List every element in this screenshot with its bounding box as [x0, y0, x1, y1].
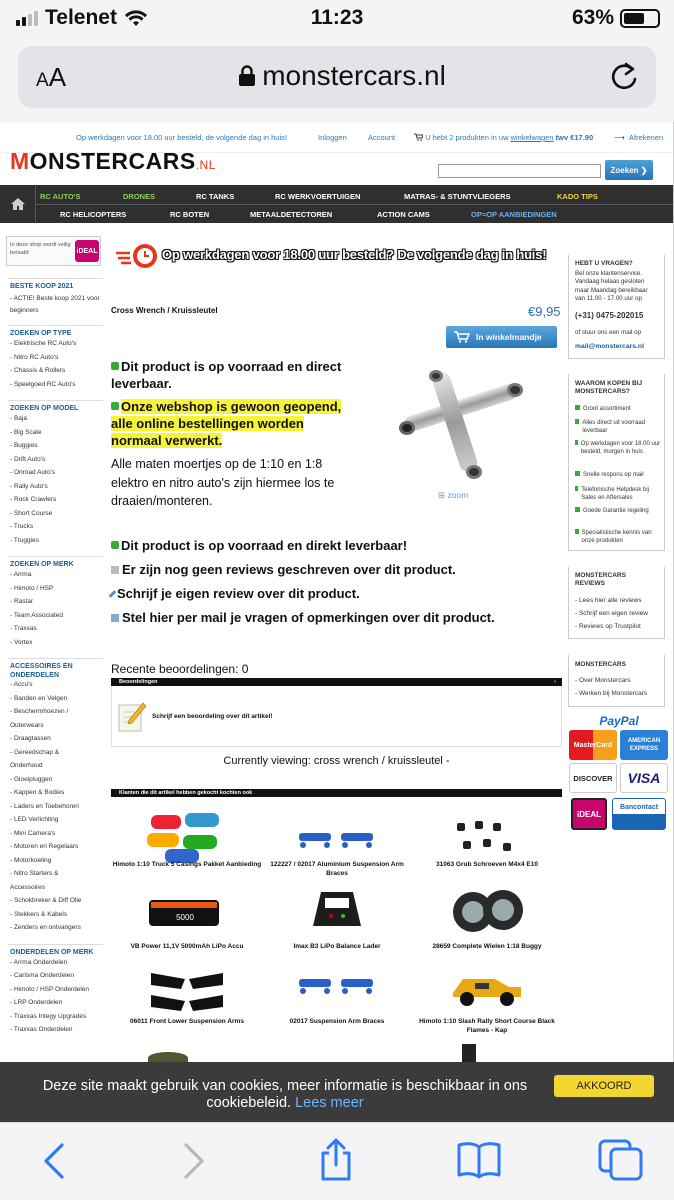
sidebar-heading-brand: ZOEKEN OP MERK [10, 561, 74, 568]
battery [572, 6, 660, 30]
sidebar-item-parts-0[interactable]: - Arrma Onderdelen [10, 958, 68, 966]
share-icon[interactable] [318, 1137, 354, 1181]
check-icon [575, 405, 580, 410]
product-link[interactable]: Himoto 1:10 Slash Rally Short Course Black Flames - Kap [419, 1018, 555, 1034]
sidebar-item-acc-12[interactable]: - Motoren en Regelaars [10, 843, 79, 850]
product-link[interactable]: Himoto 1:10 Truck 5 Casings Pakket Aanbieding [112, 861, 262, 868]
reviews-link[interactable]: - Lees hier alle reviews [575, 597, 642, 604]
ideal-logo: iDEAL [75, 240, 99, 262]
mastercard-logo: MasterCard [569, 730, 617, 760]
cart-summary: U hebt 2 produkten in uw winkelwagen twv €17.90 [414, 133, 593, 142]
help-text: Vandaag helaas gesloten [575, 278, 645, 286]
stock-note: Dit product is op voorraad en direct leverbaar. [111, 359, 342, 391]
delivery-banner: Op werkdagen voor 18.00 uur besteld? De volgende dag in huis! [116, 241, 562, 271]
sidebar-item-parts-4[interactable]: - Traxxas Integy Upgrades [10, 1012, 87, 1020]
why-item: Telefonische Helpdesk bij Sales en Aftersales [575, 486, 661, 502]
sidebar-item-type-2[interactable]: - Chassis & Rollers [10, 367, 66, 374]
product-link[interactable]: 06011 Front Lower Suspension Arms [130, 1018, 244, 1025]
checkout-link[interactable]: Afrekenen [629, 133, 664, 142]
product-title: Cross Wrench / Kruissleutel [111, 306, 218, 315]
back-icon[interactable] [42, 1143, 66, 1179]
pencil-icon [109, 590, 117, 598]
cookie-banner [0, 1062, 674, 1122]
check-icon [575, 440, 578, 445]
product-price: €9,95 [528, 304, 561, 319]
sidebar-item-acc-6[interactable]: Onderhoud [10, 762, 43, 769]
sidebar-item-model-4[interactable]: - Onroad Auto's [10, 469, 55, 476]
sidebar-item-acc-8[interactable]: - Kappen & Bodies [10, 789, 65, 796]
feature-no-reviews: Er zijn nog geen reviews geschreven over dit product. [111, 562, 456, 577]
reload-icon[interactable] [608, 58, 642, 94]
sidebar-item-acc-14[interactable]: - Nitro Starters & [10, 870, 59, 877]
check-icon [111, 362, 119, 370]
phone-number[interactable]: (+31) 0475-202015 [575, 311, 644, 320]
home-icon [11, 198, 25, 210]
product-link[interactable]: 122227 / 02017 Aluminium Suspension Arm Braces [270, 861, 404, 877]
review-box [111, 687, 562, 747]
battery-icon [620, 9, 660, 28]
domain-text: monstercars.nl [262, 60, 446, 91]
arrow-right-icon: ⟶ [614, 133, 625, 142]
status-bar [0, 0, 674, 36]
sidebar-item-acc-17[interactable]: - Stekkers & Kabels [10, 910, 68, 918]
product-image-suspension-arms[interactable] [145, 965, 229, 1017]
product-image-arm-braces[interactable] [295, 821, 379, 861]
discover-logo: DISCOVER [569, 763, 617, 793]
why-item: Specialistische kennis van onze produkten [575, 529, 661, 545]
sidebar-item-acc-9[interactable]: - Laders en Toebehoren [10, 802, 79, 810]
sidebar-item-parts-5[interactable]: - Traxxas Onderdelen [10, 1026, 73, 1033]
cart-icon [414, 133, 423, 141]
forward-icon[interactable] [182, 1143, 206, 1179]
nav-matras-stuntvliegers[interactable]: MATRAS- & STUNTVLIEGERS [404, 192, 511, 201]
sidebar-item-brand-2[interactable]: - Rastar [10, 598, 34, 605]
cart-icon [454, 331, 470, 343]
write-review-link[interactable]: Schrijf je eigen review over dit product. [111, 586, 360, 601]
reviews-title: MONSTERCARS REVIEWS [575, 572, 626, 587]
sidebar-item-model-5[interactable]: - Rally Auto's [10, 482, 48, 490]
sidebar-item-acc-3[interactable]: Outerwears [10, 721, 44, 729]
sidebar-item-acc-18[interactable]: - Zenders en ontvangers [10, 924, 81, 931]
email-link[interactable]: mail@monstercars.nl [575, 343, 644, 350]
why-title: WAAROM KOPEN BIJ MONSTERCARS? [575, 380, 643, 395]
help-text: maar Maandag bereikbaar [575, 286, 648, 294]
product-link[interactable]: 02017 Suspension Arm Braces [289, 1018, 385, 1025]
mail-icon [111, 614, 119, 622]
why-box [568, 374, 665, 551]
main-nav [0, 185, 674, 223]
help-text: Bel onze klantenservice. [575, 270, 643, 277]
sidebar-item-model-7[interactable]: - Short Course [10, 509, 53, 517]
product-image-car-bodies[interactable] [145, 811, 229, 867]
nav-rc-boten[interactable]: RC BOTEN [170, 210, 210, 219]
clock: 11:23 [310, 6, 364, 29]
sidebar-item-parts-3[interactable]: - LRP Onderdelen [10, 999, 63, 1006]
login-link[interactable]: Inloggen [318, 133, 347, 142]
chevron-right-icon: › [554, 679, 556, 685]
sidebar-item-model-0[interactable]: - Baja [10, 415, 27, 422]
mail-text: of stuur ons een mail op [575, 329, 642, 336]
sidebar-heading-model: ZOEKEN OP MODEL [10, 405, 79, 412]
check-icon [575, 419, 579, 424]
account-link[interactable]: Account [368, 133, 396, 142]
sidebar-item-acc-10[interactable]: - LED Verlichting [10, 816, 59, 823]
sidebar-item-brand-3[interactable]: - Team Associated [10, 611, 63, 619]
mc-link[interactable]: - Werken bij Monstercars [575, 690, 648, 697]
url-domain[interactable] [18, 60, 656, 92]
sidebar-item-acc-13[interactable]: - Motorkoeling [10, 856, 52, 864]
product-link[interactable]: VB Power 11,1V 5000mAh LiPo Accu [130, 943, 244, 950]
reviews-link[interactable]: - Reviews op Trustpilot [575, 623, 641, 630]
check-icon [575, 529, 579, 534]
carrier-name: Telenet [45, 6, 117, 29]
home-button[interactable] [0, 185, 36, 223]
mc-link[interactable]: - Over Monstercars [575, 677, 631, 684]
sidebar-item-acc-16[interactable]: - Schokbreker & Diff Olie [10, 897, 82, 904]
nav-op-op-aanbiedingen[interactable]: OP=OP AANBIEDINGEN [471, 210, 557, 219]
chevron-right-icon: ❯ [640, 165, 648, 175]
search-input[interactable] [438, 164, 601, 178]
browser-toolbar [0, 1122, 674, 1200]
also-bought-bar: Klanten die dit artikel hebben gekocht kochten ook [111, 789, 562, 797]
zoom-icon: ⊞ [438, 490, 446, 500]
ask-question-link[interactable]: Stel hier per mail je vragen of opmerkingen over dit product. [111, 610, 495, 625]
sidebar-item-brand-1[interactable]: - Himoto / HSP [10, 584, 54, 592]
mc-title: MONSTERCARS [575, 661, 626, 668]
why-item: Groot assortiment [575, 405, 661, 413]
notepad-icon [117, 701, 147, 733]
nav-metaaldetectoren[interactable]: METAALDETECTOREN [250, 210, 333, 219]
help-title: HEBT U VRAGEN? [575, 260, 633, 267]
reviews-bar: Beoordelingen › [111, 678, 562, 686]
sidebar-item-model-8[interactable]: - Trucks [10, 523, 34, 530]
help-text: van 11.00 - 17.00 uur op [575, 294, 642, 302]
check-icon [111, 541, 119, 549]
sidebar-item-brand-5[interactable]: - Vortex [10, 638, 33, 646]
sidebar-item-brand-0[interactable]: - Arrma [10, 571, 32, 578]
paypal-logo: PayPal [599, 714, 639, 728]
product-link[interactable]: 31063 Grub Schroeven M4x4 E10 [436, 861, 538, 868]
write-review-prompt[interactable]: Schrijf een beoordeling over dit artikel! [152, 713, 273, 720]
sidebar-heading-type: ZOEKEN OP TYPE [10, 330, 72, 337]
sidebar-heading-best: BESTE KOOP 2021 [10, 283, 74, 290]
tabs-icon[interactable] [598, 1139, 644, 1181]
check-icon [575, 507, 580, 512]
product-image-grub-screws[interactable] [445, 817, 529, 861]
visa-logo: VISA [620, 763, 668, 793]
recent-reviews: Recente beoordelingen: 0 [111, 662, 249, 676]
why-item: Snelle respons op mail [575, 471, 661, 479]
sidebar-item-model-9[interactable]: - Truggies [10, 536, 39, 544]
clock-icon [116, 241, 160, 271]
product-image-wheels[interactable] [445, 886, 529, 936]
battery-percent: 63% [571, 6, 614, 29]
sidebar-item-best-0[interactable]: - ACTIE! Beste koop 2021 voor beginners [10, 295, 100, 314]
product-image-arm-braces[interactable] [295, 967, 379, 1007]
check-icon [111, 402, 119, 410]
sidebar-item-parts-1[interactable]: - Carisma Onderdelen [10, 972, 74, 979]
browser-chrome [0, 36, 674, 122]
why-item: Op werkdagen voor 18.00 uur besteld, morgen in huis [575, 440, 661, 456]
sidebar-item-acc-5[interactable]: - Gereedschap & [10, 748, 60, 756]
cross-wrench-image[interactable] [392, 368, 528, 480]
logo[interactable]: MONSTERCARS.NL [10, 148, 216, 174]
sidebar-item-type-1[interactable]: - Nitro RC Auto's [10, 353, 59, 361]
product-link[interactable]: Imax B3 LiPo Balance Lader [293, 943, 381, 950]
sidebar-item-model-1[interactable]: - Big Scale [10, 428, 42, 436]
bookmarks-icon[interactable] [456, 1141, 502, 1179]
delivery-note: Op werkdagen voor 18.00 uur besteld, de volgende dag in huis! [76, 133, 287, 142]
sidebar-item-brand-4[interactable]: - Traxxas [10, 625, 37, 632]
open-note: Onze webshop is gewoon geopend, alle online bestellingen worden normaal verwerkt. [111, 399, 342, 448]
product-image-partial [462, 1044, 476, 1062]
bancontact-logo: Bancontact Mister Cash [612, 798, 666, 830]
sidebar-item-acc-0[interactable]: - Accu's [10, 681, 33, 688]
nav-rc-autos[interactable]: RC AUTO'S [40, 192, 81, 201]
sidebar-item-acc-1[interactable]: - Banden en Velgen [10, 694, 68, 702]
svg-text:5000: 5000 [176, 913, 194, 922]
sidebar-item-acc-11[interactable]: - Mini Camera's [10, 829, 56, 837]
sidebar-item-model-6[interactable]: - Rock Crawlers [10, 496, 57, 503]
cookie-accept-button[interactable]: AKKOORD [554, 1075, 654, 1097]
secure-payment-badge: In deze shop wordt veilig betaald: iDEAL [6, 236, 101, 266]
website [0, 122, 674, 1062]
currently-viewing: Currently viewing: cross wrench / kruissleutel - [223, 755, 450, 767]
nav-drones[interactable]: DRONES [123, 192, 156, 201]
product-image-partial [148, 1052, 188, 1062]
product-description: Alle maten moertjes op de 1:10 en 1:8 elektro en nitro auto's zijn hiermee los te draaien/monteren. [111, 457, 335, 508]
product-image-charger[interactable] [295, 886, 379, 934]
cookie-text: Deze site maakt gebruik van cookies, meer informatie is beschikbaar in ons cookiebeleid. Lees meer [42, 1078, 528, 1111]
lock-icon [238, 65, 256, 87]
product-link[interactable]: 28659 Complete Wielen 1:18 Buggy [432, 943, 542, 950]
cart-link[interactable]: winkelwagen [510, 133, 554, 142]
sidebar-item-type-3[interactable]: - Speelgoed RC Auto's [10, 380, 76, 388]
sidebar-item-model-3[interactable]: - Drift Auto's [10, 455, 46, 463]
address-bar[interactable] [18, 46, 656, 108]
sidebar-heading-parts: ONDERDELEN OP MERK [10, 948, 94, 956]
text-size-button[interactable]: AA [36, 62, 67, 92]
sidebar-item-model-2[interactable]: - Buggies [10, 442, 38, 449]
cookie-more-link[interactable]: Lees meer [295, 1095, 364, 1111]
check-icon [575, 471, 580, 476]
nav-rc-tanks[interactable]: RC TANKS [196, 192, 235, 201]
add-to-cart-button[interactable]: In winkelmandje [446, 326, 557, 348]
ideal-logo: iDEAL [571, 798, 607, 830]
reviews-link[interactable]: - Schrijf een eigen review [575, 610, 648, 617]
zoom-link[interactable]: ⊞ zoom [438, 490, 469, 500]
amex-logo: AMERICAN EXPRESS [620, 730, 668, 760]
sidebar-item-acc-2[interactable]: - Beschermhoezen / [10, 708, 69, 715]
sidebar-item-type-0[interactable]: - Elektrische RC Auto's [10, 340, 77, 347]
star-icon [111, 566, 119, 574]
why-item: Goede Garantie regeling [575, 507, 661, 515]
feature-stock: Dit product is op voorraad en direkt leverbaar! [111, 538, 407, 553]
sidebar-item-acc-7[interactable]: - Gloeipluggen [10, 775, 53, 783]
check-icon [575, 486, 578, 491]
product-image-lipo-battery[interactable] [145, 892, 229, 932]
nav-kado-tips[interactable]: KADO TIPS [557, 192, 598, 201]
product-image-truck-body[interactable] [445, 965, 529, 1013]
nav-action-cams[interactable]: ACTION CAMS [377, 210, 430, 219]
search-button[interactable]: Zoeken ❯ [605, 160, 653, 180]
sidebar-item-acc-15[interactable]: Accessoires [10, 883, 46, 891]
nav-rc-werkvoertuigen[interactable]: RC WERKVOERTUIGEN [275, 192, 361, 201]
sidebar-item-acc-4[interactable]: - Draagtassen [10, 735, 51, 742]
sidebar-item-parts-2[interactable]: - Himoto / HSP Onderdelen [10, 985, 89, 993]
sidebar-heading-acc: ACCESSOIRES EN ONDERDELEN [10, 663, 73, 679]
nav-rc-helicopters[interactable]: RC HELICOPTERS [60, 210, 127, 219]
why-item: Alles direct uit voorraad leverbaar [575, 419, 661, 435]
